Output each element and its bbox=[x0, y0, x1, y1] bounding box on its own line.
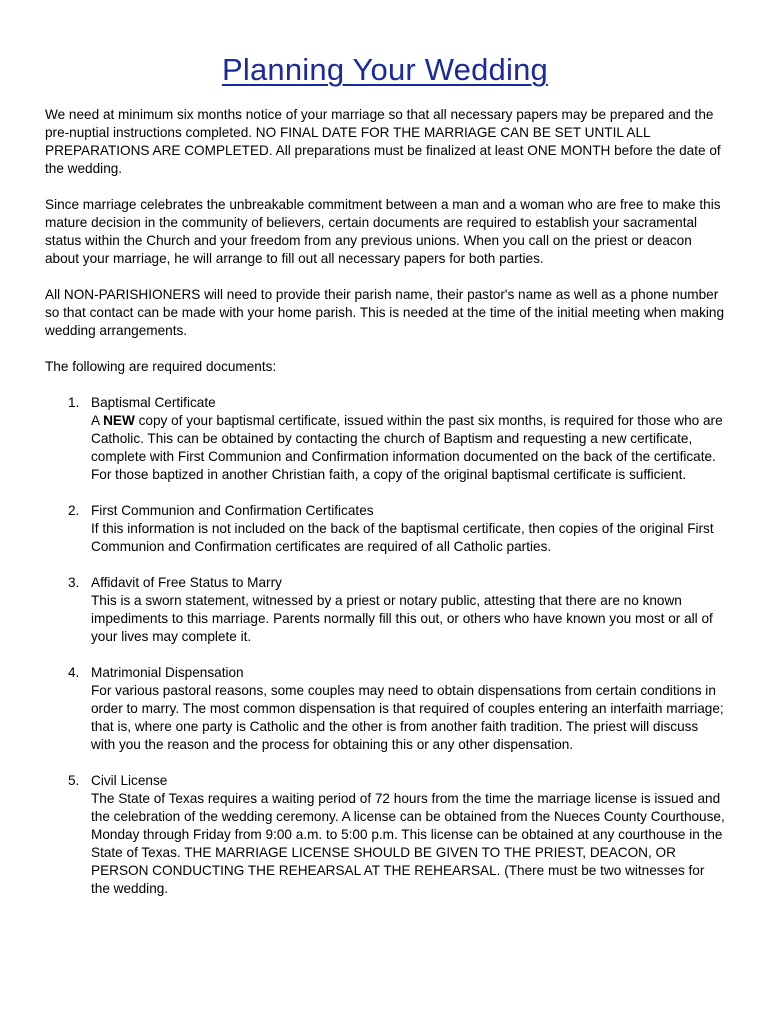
list-item-heading: Civil License bbox=[91, 773, 168, 788]
page-title: Planning Your Wedding bbox=[222, 52, 548, 87]
intro-paragraph-commitment: Since marriage celebrates the unbreakable commitment between a man and a woman who are free to make this mature decision in the community of believers, certain documents are required to establish your sacramental status within the Church and your freedom from any previous unions. When you call on the priest or deacon about your marriage, he will arrange to fill out all necessary papers for both parties. bbox=[45, 197, 721, 266]
list-item-number: 4. bbox=[68, 665, 80, 680]
list-item-body-prefix: A bbox=[91, 413, 104, 428]
list-item-number: 3. bbox=[68, 575, 80, 590]
list-item-heading: Baptismal Certificate bbox=[91, 395, 216, 410]
list-item-body-bold: NEW bbox=[103, 413, 135, 428]
list-item-baptismal-certificate bbox=[45, 394, 725, 484]
list-item-heading: First Communion and Confirmation Certificates bbox=[91, 503, 374, 518]
list-item-body: This is a sworn statement, witnessed by a priest or notary public, attesting that there are no known impediments to this marriage. Parents normally fill this out, or others who have known you most or all of your lives may complete it. bbox=[91, 593, 713, 644]
intro-paragraph-non-parishioners: All NON-PARISHIONERS will need to provide their parish name, their pastor's name as well as a phone number so that contact can be made with your home parish. This is needed at the time of the initial meeting when making wedding arrangements. bbox=[45, 287, 725, 338]
list-item-body: For various pastoral reasons, some couples may need to obtain dispensations from certain conditions in order to marry. The most common dispensation is that required of couples entering an interfaith marriage; that is, where one party is Catholic and the other is from another faith tradition. The priest will discuss with you the reason and the process for obtaining this or any other dispensation. bbox=[91, 683, 724, 752]
required-documents-lead: The following are required documents: bbox=[45, 359, 277, 374]
list-item-body: The State of Texas requires a waiting period of 72 hours from the time the marriage license is issued and the celebration of the wedding ceremony. A license can be obtained from the Nueces County Courthouse, Monday through Friday from 9:00 a.m. to 5:00 p.m. This license can be obtained at any courthouse in the State of Texas. THE MARRIAGE LICENSE SHOULD BE GIVEN TO THE PRIEST, DEACON, OR PERSON CONDUCTING THE REHEARSAL AT THE REHEARSAL. (There must be two witnesses for the wedding. bbox=[91, 791, 725, 896]
required-documents-list bbox=[45, 394, 725, 898]
list-item-heading: Affidavit of Free Status to Marry bbox=[91, 575, 282, 590]
list-item-affidavit bbox=[45, 574, 725, 646]
list-item-number: 5. bbox=[68, 773, 80, 788]
list-item-body bbox=[91, 412, 725, 484]
list-item-civil-license bbox=[45, 772, 725, 898]
list-item-body: If this information is not included on the back of the baptismal certificate, then copies of the original First Communion and Confirmation certificates are required of all Catholic parties. bbox=[91, 521, 714, 554]
document-page bbox=[45, 52, 725, 916]
list-item-communion-confirmation bbox=[45, 502, 725, 556]
list-item-dispensation bbox=[45, 664, 725, 754]
list-item-number: 2. bbox=[68, 503, 80, 518]
list-item-body-text: copy of your baptismal certificate, issued within the past six months, is required for those who are Catholic. This can be obtained by contacting the church of Baptism and requesting a new certificate, complete with First Communion and Confirmation information documented on the back of the certificate. For those baptized in another Christian faith, a copy of the original baptismal certificate is sufficient. bbox=[91, 413, 723, 482]
list-item-number: 1. bbox=[68, 395, 80, 410]
intro-paragraph-notice: We need at minimum six months notice of your marriage so that all necessary papers may be prepared and the pre-nuptial instructions completed. NO FINAL DATE FOR THE MARRIAGE CAN BE SET UNTIL ALL PREPARATIONS ARE COMPLETED. All preparations must be finalized at least ONE MONTH before the date of the wedding. bbox=[45, 107, 721, 176]
list-item-heading: Matrimonial Dispensation bbox=[91, 665, 244, 680]
